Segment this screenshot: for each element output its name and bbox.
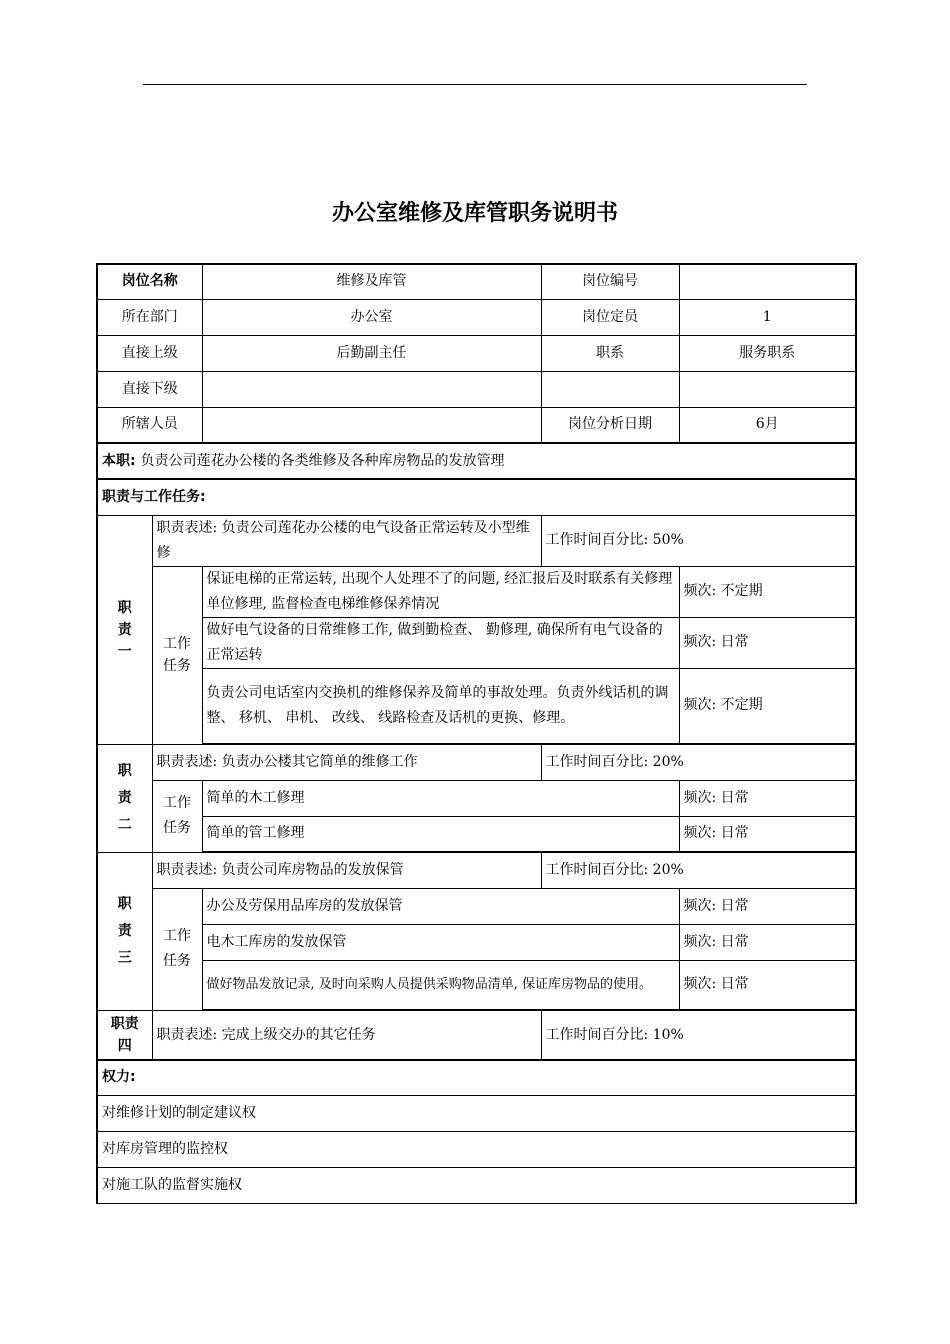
duties-header-row bbox=[97, 479, 856, 515]
duty-row bbox=[97, 852, 856, 888]
task-freq: 频次: 不定期 bbox=[679, 566, 856, 617]
info-value: 服务职系 bbox=[679, 335, 856, 371]
task-freq: 频次: 不定期 bbox=[679, 668, 856, 744]
info-value bbox=[202, 407, 541, 443]
task-row bbox=[97, 780, 856, 816]
task-row bbox=[97, 888, 856, 924]
task-text: 电木工库房的发放保管 bbox=[202, 924, 679, 960]
task-text: 简单的木工修理 bbox=[202, 780, 679, 816]
core-duty-label: 本职 bbox=[102, 452, 130, 469]
duty-row bbox=[97, 1010, 856, 1060]
task-freq: 频次: 日常 bbox=[679, 924, 856, 960]
info-label: 岗位分析日期 bbox=[541, 407, 679, 443]
duties-header: 职责与工作任务: bbox=[97, 479, 856, 515]
info-row bbox=[97, 264, 856, 299]
info-row bbox=[97, 371, 856, 407]
job-description-table bbox=[96, 263, 857, 1204]
task-freq: 频次: 日常 bbox=[679, 960, 856, 1010]
info-label: 所辖人员 bbox=[97, 407, 202, 443]
duty-name: 职责一 bbox=[97, 515, 152, 744]
duty-pct: 工作时间百分比: 10% bbox=[541, 1010, 856, 1060]
info-row bbox=[97, 299, 856, 335]
power-row bbox=[97, 1095, 856, 1131]
duty-name: 职责二 bbox=[97, 744, 152, 852]
task-row bbox=[97, 960, 856, 1010]
duty-row bbox=[97, 515, 856, 566]
info-value bbox=[202, 371, 541, 407]
duty-desc: 职责表述: 负责办公楼其它简单的维修工作 bbox=[152, 744, 541, 780]
task-row bbox=[97, 816, 856, 852]
info-row bbox=[97, 407, 856, 443]
info-label: 直接上级 bbox=[97, 335, 202, 371]
info-label: 职系 bbox=[541, 335, 679, 371]
duty-desc: 职责表述: 负责公司库房物品的发放保管 bbox=[152, 852, 541, 888]
duty-pct: 工作时间百分比: 50% bbox=[541, 515, 856, 566]
task-label: 工作任务 bbox=[152, 888, 202, 1010]
task-row bbox=[97, 924, 856, 960]
task-text: 做好电气设备的日常维修工作, 做到勤检查、 勤修理, 确保所有电气设备的正常运转 bbox=[202, 617, 679, 668]
core-duty: 本职: 负责公司莲花办公楼的各类维修及各种库房物品的发放管理 bbox=[97, 443, 856, 479]
core-duty-row bbox=[97, 443, 856, 479]
duty-row bbox=[97, 744, 856, 780]
task-row bbox=[97, 668, 856, 744]
task-label: 工作任务 bbox=[152, 566, 202, 744]
task-text: 做好物品发放记录, 及时向采购人员提供采购物品清单, 保证库房物品的使用。 bbox=[202, 960, 679, 1010]
powers-header: 权力: bbox=[97, 1060, 856, 1095]
task-text: 保证电梯的正常运转, 出现个人处理不了的问题, 经汇报后及时联系有关修理单位修理, 监督检查电梯维修保养情况 bbox=[202, 566, 679, 617]
task-freq: 频次: 日常 bbox=[679, 816, 856, 852]
info-value bbox=[679, 371, 856, 407]
info-label: 岗位名称 bbox=[97, 264, 202, 299]
powers-header-row bbox=[97, 1060, 856, 1095]
core-duty-text: 负责公司莲花办公楼的各类维修及各种库房物品的发放管理 bbox=[140, 452, 505, 469]
info-row bbox=[97, 335, 856, 371]
duty-pct: 工作时间百分比: 20% bbox=[541, 744, 856, 780]
duty-desc: 职责表述: 完成上级交办的其它任务 bbox=[152, 1010, 541, 1060]
info-value: 办公室 bbox=[202, 299, 541, 335]
task-freq: 频次: 日常 bbox=[679, 780, 856, 816]
info-value: 后勤副主任 bbox=[202, 335, 541, 371]
power-item: 对维修计划的制定建议权 bbox=[97, 1095, 856, 1131]
info-value bbox=[679, 264, 856, 299]
task-text: 负责公司电话室内交换机的维修保养及简单的事故处理。负责外线话机的调整、 移机、 串机、 改线、 线路检查及话机的更换、修理。 bbox=[202, 668, 679, 744]
info-label: 岗位编号 bbox=[541, 264, 679, 299]
task-label: 工作任务 bbox=[152, 780, 202, 852]
duty-pct: 工作时间百分比: 20% bbox=[541, 852, 856, 888]
header-rule bbox=[143, 84, 807, 85]
task-text: 简单的管工修理 bbox=[202, 816, 679, 852]
info-label bbox=[541, 371, 679, 407]
task-freq: 频次: 日常 bbox=[679, 888, 856, 924]
power-row bbox=[97, 1167, 856, 1203]
info-label: 岗位定员 bbox=[541, 299, 679, 335]
power-item: 对库房管理的监控权 bbox=[97, 1131, 856, 1167]
info-label: 直接下级 bbox=[97, 371, 202, 407]
task-row bbox=[97, 617, 856, 668]
duty-desc: 职责表述: 负责公司莲花办公楼的电气设备正常运转及小型维修 bbox=[152, 515, 541, 566]
duty-name: 职责三 bbox=[97, 852, 152, 1010]
task-freq: 频次: 日常 bbox=[679, 617, 856, 668]
page-title: 办公室维修及库管职务说明书 bbox=[331, 201, 618, 226]
power-row bbox=[97, 1131, 856, 1167]
duty-name: 职责四 bbox=[97, 1010, 152, 1060]
task-row bbox=[97, 566, 856, 617]
info-label: 所在部门 bbox=[97, 299, 202, 335]
info-value: 1 bbox=[679, 299, 856, 335]
info-value: 6月 bbox=[679, 407, 856, 443]
task-text: 办公及劳保用品库房的发放保管 bbox=[202, 888, 679, 924]
power-item: 对施工队的监督实施权 bbox=[97, 1167, 856, 1203]
info-value: 维修及库管 bbox=[202, 264, 541, 299]
